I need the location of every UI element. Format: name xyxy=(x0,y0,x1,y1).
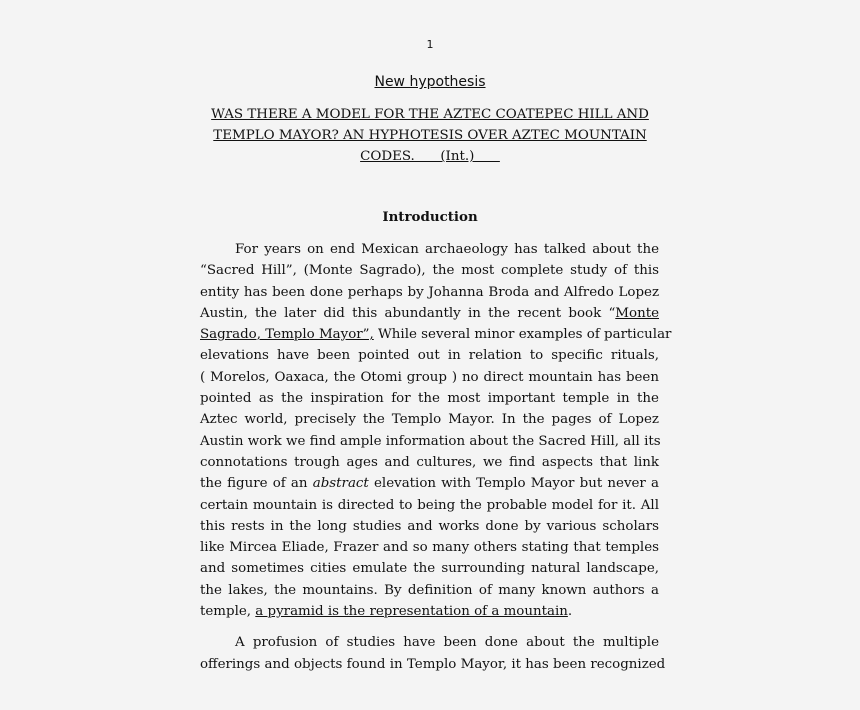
document-subtitle: New hypothesis xyxy=(374,74,486,90)
paragraph-line: and sometimes cities emulate the surrounding natural landscape, xyxy=(200,561,659,577)
paragraph-line xyxy=(200,324,672,345)
line-text: Austin, the later did this abundantly in the recent book “ xyxy=(200,305,616,321)
underlined-phrase: a pyramid is the representation of a mountain xyxy=(255,604,568,620)
paragraph-line: A profusion of studies have been done about the multiple xyxy=(235,635,659,651)
italic-word: abstract xyxy=(312,476,369,492)
paragraph-line: entity has been done perhaps by Johanna Broda and Alfredo Lopez xyxy=(200,284,659,300)
paragraph-line xyxy=(200,601,659,622)
paragraph-line: this rests in the long studies and works done by various scholars xyxy=(200,518,659,534)
paragraph-line: Aztec world, precisely the Templo Mayor. In the pages of Lopez xyxy=(200,412,659,428)
section-heading: Introduction xyxy=(382,209,478,225)
body-text xyxy=(200,239,672,675)
paragraph-line: offerings and objects found in Templo Mayor, it has been recognized xyxy=(200,656,666,672)
paragraph-line xyxy=(200,303,659,324)
paragraph-line: ( Morelos, Oaxaca, the Otomi group ) no direct mountain has been xyxy=(200,369,659,385)
paragraph-line: For years on end Mexican archaeology has talked about the xyxy=(235,242,659,257)
paragraph-line: elevations have been pointed out in relation to specific rituals, xyxy=(200,348,659,364)
line-text: . xyxy=(567,604,573,620)
title-line: WAS THERE A MODEL FOR THE AZTEC COATEPEC HILL AND xyxy=(211,107,649,122)
line-text: elevation with Templo Mayor but never a xyxy=(368,476,659,492)
title-line: TEMPLO MAYOR? AN HYPHOTESIS OVER AZTEC MOUNTAIN xyxy=(213,128,647,143)
line-text: While several minor examples of particular xyxy=(373,327,672,343)
book-title-link: Monte xyxy=(615,305,659,321)
paragraph-line xyxy=(200,473,659,494)
paragraph-line: the lakes, the mountains. By definition of many known authors a xyxy=(200,582,659,598)
page-number: 1 xyxy=(426,38,434,51)
line-text: the figure of an xyxy=(200,476,313,492)
paragraph-line: connotations trough ages and cultures, we find aspects that link xyxy=(200,454,659,470)
title-line: CODES. (Int.) xyxy=(360,149,500,164)
paragraph-line: “Sacred Hill”, (Monte Sagrado), the most complete study of this xyxy=(200,263,659,279)
document-title xyxy=(200,104,660,167)
paragraph-line: Austin work we find ample information about the Sacred Hill, all its xyxy=(200,433,661,449)
paragraph-line: pointed as the inspiration for the most important temple in the xyxy=(200,391,659,407)
paragraph-gap xyxy=(200,622,659,632)
book-title-link: Sagrado, Templo Mayor”, xyxy=(200,327,374,343)
line-text: temple, xyxy=(200,604,256,620)
paragraph-line: certain mountain is directed to being the probable model for it. All xyxy=(200,497,659,513)
paragraph-line: like Mircea Eliade, Frazer and so many others stating that temples xyxy=(200,540,659,556)
